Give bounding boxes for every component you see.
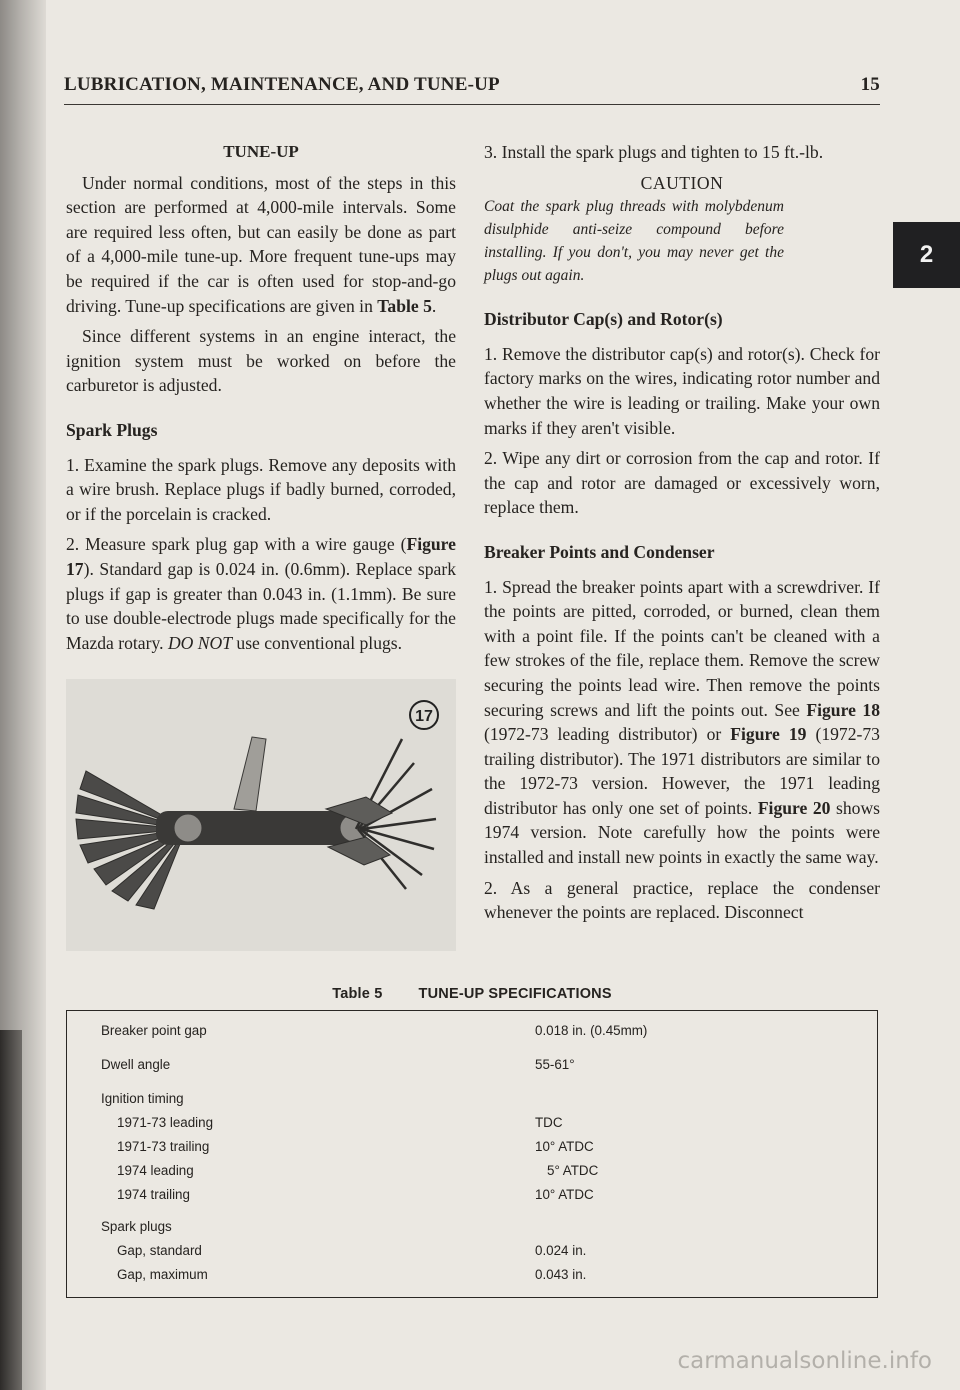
- row-label: Breaker point gap: [101, 1023, 207, 1038]
- distributor-heading: Distributor Cap(s) and Rotor(s): [484, 309, 723, 330]
- table-row: [67, 1267, 877, 1287]
- table-row: [67, 1091, 877, 1111]
- table-row: [67, 1023, 877, 1043]
- row-label: 1971-73 trailing: [117, 1139, 210, 1154]
- bp1-part-b: (1972-73 leading distributor) or: [484, 724, 722, 745]
- figure-19-ref: Figure 19: [730, 724, 807, 745]
- row-label: Ignition timing: [101, 1091, 184, 1106]
- tune-up-spec-table: [66, 1010, 878, 1298]
- step2-part-a: 2. Measure spark plug gap with a wire gauge (: [66, 534, 407, 555]
- feeler-gauge-illustration: [66, 679, 456, 951]
- row-label: 1974 leading: [117, 1163, 194, 1178]
- breaker-step-1: [484, 575, 880, 870]
- step2-part-b: ). Standard gap is 0.024 in. (0.6mm). Replace spark plugs if gap is greater than 0.043 in. (1.1mm). Be sure to use double-electrode plugs made specifically for the Mazda rotary.: [66, 558, 456, 653]
- table-5-ref: Table 5: [377, 295, 432, 316]
- table-row: [67, 1243, 877, 1263]
- intro-paragraph-2: Since different systems in an engine interact, the ignition system must be worked on before the carburetor is adjusted.: [66, 326, 456, 396]
- figure-17-feeler-gauge: [66, 679, 456, 951]
- row-label: Gap, standard: [117, 1243, 202, 1258]
- row-label: Gap, maximum: [117, 1267, 208, 1282]
- figure-17-ref: Figure 17: [66, 534, 456, 579]
- table-row: [67, 1219, 877, 1239]
- left-column: [66, 140, 456, 661]
- row-label: 1974 trailing: [117, 1187, 190, 1202]
- bp1-part-c: (1972-73 trailing distributor). The 1971 distributors are similar to the 1972-73 version. However, the 1971 leading distributor has only one set of points.: [484, 724, 880, 818]
- caution-title: CAUTION: [640, 172, 724, 193]
- row-value: 10° ATDC: [535, 1187, 594, 1202]
- figure-number: 17: [415, 708, 433, 725]
- caution-text: Coat the spark plug threads with molybdenum disulphide anti-seize compound before installing. If you don't, you may never get the plugs out again.: [484, 198, 784, 285]
- running-header: [64, 74, 880, 96]
- row-label: Dwell angle: [101, 1057, 171, 1072]
- row-value: 0.018 in. (0.45mm): [535, 1023, 648, 1038]
- figure-18-ref: Figure 18: [806, 699, 881, 720]
- header-rule: [64, 104, 880, 105]
- table-row: [67, 1163, 877, 1183]
- spark-step-1: 1. Examine the spark plugs. Remove any deposits with a wire brush. Replace plugs if badly burned, corroded, or if the porcelain is cracked.: [66, 454, 456, 524]
- row-value: 0.043 in.: [535, 1267, 587, 1282]
- table-row: [67, 1139, 877, 1159]
- row-value: 5° ATDC: [547, 1163, 599, 1178]
- breaker-points-heading: Breaker Points and Condenser: [484, 541, 715, 562]
- page-binding-edge: [0, 1030, 22, 1390]
- chapter-tab: 2: [893, 222, 960, 288]
- intro-text: Under normal conditions, most of the steps in this section are performed at 4,000-mile intervals. Some are required less often, but can easily be done as part of a 4,000-mile tune-up. More frequent tune-ups may be required if the car is often used for stop-and-go driving. Tune-up specifications are given in: [66, 172, 456, 316]
- row-value: 10° ATDC: [535, 1139, 594, 1154]
- intro-paragraph: Under normal conditions, most of the steps in this section are performed at 4,000-mile intervals. Some are required less often, but can easily be done as part of a 4,000-mile tune-up. More frequent tune-ups may be required if the car is often used for stop-and-go driving. Tune-up specifications are given in Table 5.: [66, 172, 456, 316]
- page-number: 15: [860, 74, 880, 95]
- spark-step-3: 3. Install the spark plugs and tighten to 15 ft.-lb.: [484, 142, 824, 162]
- spark-step-2: [66, 532, 456, 655]
- distributor-step-2: 2. Wipe any dirt or corrosion from the cap and rotor. If the cap and rotor are damaged or excessively worn, replace them.: [484, 448, 880, 518]
- table-row: [67, 1057, 877, 1077]
- row-value: 0.024 in.: [535, 1243, 587, 1258]
- row-value: TDC: [535, 1115, 563, 1130]
- table-title: TUNE-UP SPECIFICATIONS: [418, 986, 612, 1002]
- step2-emphasis: DO NOT: [167, 632, 232, 653]
- right-column: [484, 140, 880, 931]
- table-label: Table 5: [332, 986, 383, 1002]
- breaker-step-2: 2. As a general practice, replace the condenser whenever the points are replaced. Disconnect: [484, 877, 880, 923]
- watermark-text: carmanualsonline.info: [677, 1348, 932, 1374]
- bp1-part-d: shows 1974 version. Note carefully how the points were installed and install new points in exactly the same way.: [484, 797, 881, 868]
- step2-part-c: use conventional plugs.: [236, 632, 403, 653]
- section-title: TUNE-UP: [223, 142, 299, 161]
- bp1-part-a: 1. Spread the breaker points apart with a screwdriver. If the points are pitted, corroded, or burned, clean them with a point file. If the points can't be cleaned with a few strokes of the file, replace them. Remove the screw securing the points lead wire. Then remove the points securing screws and lift the points out. See: [484, 576, 880, 720]
- table-row: [67, 1187, 877, 1207]
- spark-plugs-heading: Spark Plugs: [66, 419, 158, 440]
- figure-20-ref: Figure 20: [757, 797, 831, 818]
- row-value: 55-61°: [535, 1057, 575, 1072]
- table-caption: [64, 986, 880, 1002]
- table-row: [67, 1115, 877, 1135]
- distributor-step-1: 1. Remove the distributor cap(s) and rotor(s). Check for factory marks on the wires, indicating rotor number and whether the wire is leading or trailing. Make your own marks if they aren't visible.: [484, 343, 880, 438]
- row-label: Spark plugs: [101, 1219, 172, 1234]
- header-title: LUBRICATION, MAINTENANCE, AND TUNE-UP: [64, 74, 500, 95]
- row-label: 1971-73 leading: [117, 1115, 214, 1130]
